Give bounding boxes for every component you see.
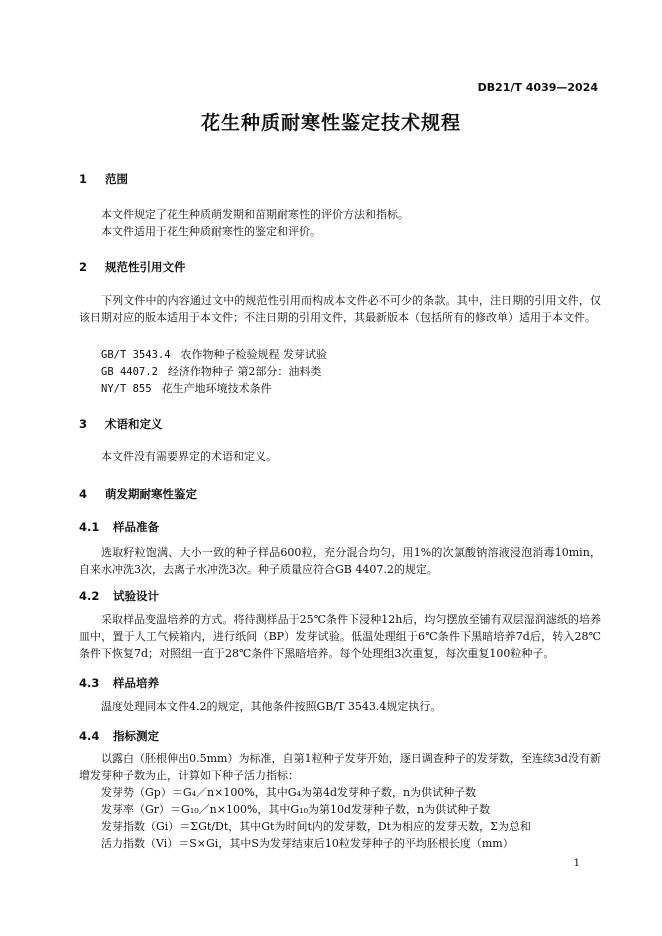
section-title: 样品准备 xyxy=(113,520,159,534)
section-number: 3 xyxy=(79,417,88,431)
subsection-heading-4-2 xyxy=(79,588,159,604)
section-title: 指标测定 xyxy=(113,729,159,743)
section-title: 萌发期耐寒性鉴定 xyxy=(105,487,198,501)
formula-vigor-index: 活力指数（Vi）＝S×Gi，其中S为发芽结束后10粒发芽种子的平均胚根长度（mm） xyxy=(101,837,514,850)
document-title: 花生种质耐寒性鉴定技术规程 xyxy=(200,112,461,134)
section-title: 样品培养 xyxy=(113,676,159,690)
section-heading-4 xyxy=(79,486,197,502)
reference-code: GB 4407.2 xyxy=(101,366,158,378)
section-title: 范围 xyxy=(105,172,129,186)
section-number: 4.2 xyxy=(79,589,100,603)
paragraph: 本文件规定了花生种质萌发期和苗期耐寒性的评价方法和指标。 xyxy=(101,208,409,221)
subsection-heading-4-4 xyxy=(79,728,159,744)
paragraph: 采取样品变温培养的方式。将待测样品于25℃条件下浸种12h后，均匀摆放至铺有双层湿润滤纸的培养皿中，置于人工气候箱内，进行纸间（BP）发芽试验。低温处理组于6℃条件下黑暗培养7d后，转入28℃条件下恢复7d；对照组一直于28℃条件下黑暗培养。每个处理组3次重复，每次重复100粒种子。 xyxy=(79,613,601,660)
reference-item xyxy=(101,380,272,398)
section-number: 2 xyxy=(79,260,88,274)
paragraph: 以露白（胚根伸出0.5mm）为标准，自第1粒种子发芽开始，逐日调查种子的发芽数，至连续3d没有新增发芽种子数为止，计算如下种子活力指标： xyxy=(79,752,601,782)
subsection-heading-4-3 xyxy=(79,675,159,691)
section-heading-2 xyxy=(79,259,186,275)
section-number: 4.1 xyxy=(79,520,100,534)
reference-code: NY/T 855 xyxy=(101,383,152,395)
reference-item xyxy=(101,363,321,381)
document-code: DB21/T 4039—2024 xyxy=(477,81,598,94)
section-heading-1 xyxy=(79,171,128,187)
section-number: 4.3 xyxy=(79,676,100,690)
paragraph: 选取籽粒饱满、大小一致的种子样品600粒，充分混合均匀，用1%的次氯酸钠溶液浸泡消毒10min，自来水冲洗3次，去离子水冲洗3次。种子质量应符合GB 4407.2的规定。 xyxy=(79,546,601,576)
reference-title: 经济作物种子 第2部分：油料类 xyxy=(167,365,322,378)
section-heading-3 xyxy=(79,416,163,432)
page-number: 1 xyxy=(573,858,580,869)
section-number: 1 xyxy=(79,172,88,186)
reference-title: 农作物种子检验规程 发芽试验 xyxy=(180,348,328,361)
formula-germination-potential: 发芽势（Gp）＝G₄／n×100%，其中G₄为第4d发芽种子数，n为供试种子数 xyxy=(101,786,477,799)
section-number: 4.4 xyxy=(79,729,100,743)
paragraph: 本文件适用于花生种质耐寒性的鉴定和评价。 xyxy=(101,225,321,238)
subsection-heading-4-1 xyxy=(79,519,159,535)
reference-code: GB/T 3543.4 xyxy=(101,349,171,361)
paragraph: 下列文件中的内容通过文中的规范性引用而构成本文件必不可少的条款。其中，注日期的引用文件，仅该日期对应的版本适用于本文件；不注日期的引用文件，其最新版本（包括所有的修改单）适用于本文件。 xyxy=(79,294,601,324)
formula-germination-index: 发芽指数（Gi）＝ΣGt/Dt，其中Gt为时间t内的发芽数，Dt为相应的发芽天数，Σ为总和 xyxy=(101,820,531,833)
section-title: 试验设计 xyxy=(113,589,159,603)
reference-item xyxy=(101,346,327,364)
section-title: 术语和定义 xyxy=(105,417,163,431)
section-title: 规范性引用文件 xyxy=(105,260,186,274)
section-number: 4 xyxy=(79,487,88,501)
paragraph: 本文件没有需要界定的术语和定义。 xyxy=(101,450,277,463)
reference-title: 花生产地环境技术条件 xyxy=(161,382,272,395)
formula-germination-rate: 发芽率（Gr）＝G₁₀／n×100%，其中G₁₀为第10d发芽种子数，n为供试种子数 xyxy=(101,803,491,816)
paragraph: 温度处理同本文件4.2的规定，其他条件按照GB/T 3543.4规定执行。 xyxy=(101,700,442,713)
